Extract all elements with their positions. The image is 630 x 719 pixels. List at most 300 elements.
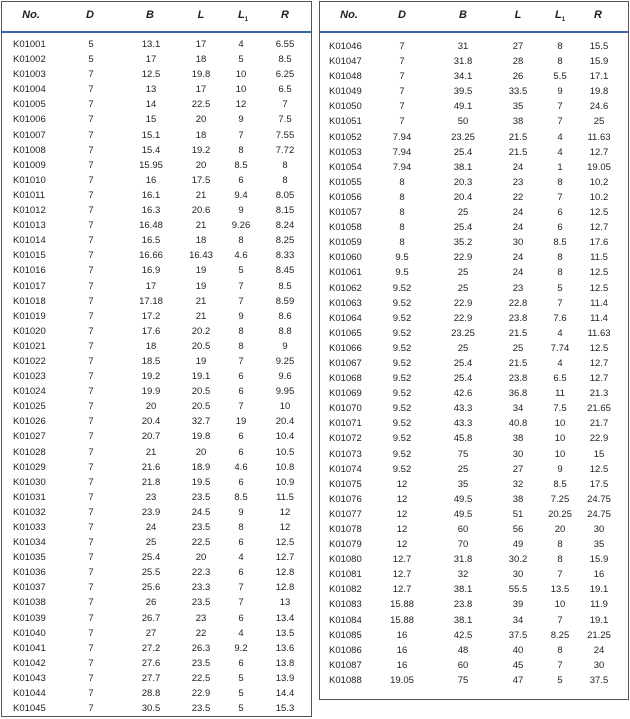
row-l1: 6 — [238, 476, 244, 488]
row-l1: 5 — [238, 54, 244, 66]
row-b: 23.9 — [141, 506, 161, 518]
row-l1: 4 — [238, 627, 244, 639]
row-d: 9.52 — [392, 433, 412, 445]
row-l1: 7 — [238, 129, 244, 141]
row-l1: 6.5 — [553, 373, 567, 385]
row-b: 23.8 — [453, 599, 473, 611]
row-r: 8 — [282, 174, 288, 186]
row-r: 8.59 — [275, 295, 295, 307]
row-l1: 8 — [238, 144, 244, 156]
row-l: 24.5 — [191, 506, 211, 518]
table-row — [320, 523, 628, 538]
row-l1: 4 — [557, 357, 563, 369]
table-row — [320, 266, 628, 281]
row-r: 15.3 — [275, 703, 295, 715]
row-l1: 7 — [557, 191, 563, 203]
row-b: 19.2 — [141, 371, 161, 383]
row-r: 17.1 — [589, 71, 609, 83]
table-row — [2, 280, 311, 295]
row-b: 25.4 — [453, 146, 473, 158]
row-l1: 9 — [238, 114, 244, 126]
row-r: 6.25 — [275, 69, 295, 81]
row-l1: 10 — [554, 418, 566, 430]
row-d: 12 — [396, 539, 408, 551]
row-l1: 8.5 — [553, 237, 567, 249]
row-d: 7 — [88, 295, 94, 307]
row-d: 5 — [88, 54, 94, 66]
row-l: 56 — [512, 524, 524, 535]
row-r: 11.5 — [590, 252, 608, 264]
row-d: 7 — [88, 340, 94, 352]
table-row — [2, 325, 311, 340]
row-l1: 7.6 — [553, 312, 567, 324]
row-d: 12.7 — [392, 569, 412, 581]
row-no: K01004 — [13, 84, 46, 96]
row-b: 13.1 — [141, 39, 161, 50]
row-b: 20.4 — [141, 416, 161, 428]
row-l: 24 — [512, 267, 524, 279]
row-b: 49.5 — [453, 493, 473, 505]
row-no: K01040 — [13, 627, 46, 639]
row-r: 12.5 — [589, 207, 609, 219]
row-l: 21.5 — [508, 131, 528, 143]
row-l1: 8 — [238, 522, 244, 533]
row-r: 12.5 — [589, 342, 609, 354]
table-row — [320, 568, 628, 583]
row-l: 34 — [512, 403, 524, 415]
row-l: 40.8 — [508, 418, 528, 430]
row-d: 12 — [396, 524, 408, 535]
row-d: 7 — [88, 642, 94, 654]
left-table-panel — [1, 1, 312, 717]
row-l: 39 — [512, 599, 524, 611]
row-l1: 4.6 — [234, 461, 248, 473]
table-row — [2, 687, 311, 702]
row-l1: 7 — [238, 355, 244, 367]
table-row — [320, 312, 628, 327]
row-d: 7.94 — [392, 131, 412, 143]
row-r: 10.4 — [275, 431, 295, 443]
row-l: 19 — [195, 265, 207, 277]
row-l1: 7 — [557, 614, 563, 626]
row-d: 7 — [88, 189, 94, 201]
row-d: 7 — [88, 582, 94, 594]
row-r: 19.1 — [589, 614, 609, 626]
row-d: 7 — [399, 116, 405, 128]
row-no: K01059 — [329, 237, 362, 249]
row-l1: 7 — [557, 116, 563, 128]
header-d: D — [86, 9, 94, 21]
header-no: No. — [340, 9, 358, 21]
row-l1: 8 — [238, 235, 244, 247]
table-row — [2, 476, 311, 491]
row-no: K01085 — [329, 629, 362, 641]
row-d: 12.7 — [392, 584, 412, 596]
row-no: K01048 — [329, 71, 362, 83]
row-b: 25 — [457, 342, 469, 354]
row-no: K01006 — [13, 114, 46, 126]
header-d: D — [398, 9, 406, 21]
right-table-panel — [319, 1, 629, 700]
table-row — [320, 493, 628, 508]
row-l1: 4 — [557, 327, 563, 339]
row-l: 22.9 — [191, 688, 211, 700]
table-row — [320, 432, 628, 447]
row-no: K01034 — [13, 537, 46, 549]
row-l: 19 — [195, 280, 207, 292]
row-b: 60 — [457, 659, 469, 671]
row-d: 12 — [396, 508, 408, 520]
row-r: 15.5 — [589, 41, 609, 52]
table-row — [320, 614, 628, 629]
row-b: 60 — [457, 524, 469, 535]
row-b: 17 — [145, 54, 157, 66]
row-b: 22.9 — [453, 252, 473, 264]
row-r: 13.9 — [275, 672, 295, 684]
table-row — [320, 206, 628, 221]
table-row — [320, 463, 628, 478]
row-r: 12.7 — [275, 552, 295, 564]
row-l1: 1 — [557, 161, 563, 173]
row-d: 9.5 — [395, 267, 409, 279]
table-row — [320, 131, 628, 146]
row-r: 11.63 — [587, 131, 611, 143]
row-l1: 13.5 — [550, 584, 570, 596]
row-l: 38 — [512, 116, 524, 128]
row-b: 12.5 — [141, 69, 161, 81]
row-b: 42.5 — [453, 629, 473, 641]
table-row — [2, 551, 311, 566]
row-no: K01082 — [329, 584, 362, 596]
row-l: 23.5 — [191, 522, 211, 533]
header-l1 — [555, 9, 565, 23]
header-l1-sub: 1 — [244, 17, 249, 24]
row-l: 23.5 — [191, 491, 211, 503]
table-row — [320, 221, 628, 236]
row-l1: 10 — [554, 433, 566, 445]
row-b: 17.18 — [139, 295, 163, 307]
row-l: 36.8 — [508, 388, 528, 400]
row-r: 11.4 — [590, 312, 608, 324]
row-l1: 6 — [238, 174, 244, 186]
row-r: 7.72 — [275, 144, 295, 156]
row-no: K01010 — [13, 174, 46, 186]
row-r: 13.6 — [275, 642, 295, 654]
row-l: 21 — [195, 189, 207, 201]
row-d: 7 — [88, 431, 94, 443]
row-r: 24 — [593, 644, 605, 656]
row-l: 23.8 — [508, 373, 528, 385]
row-r: 12.7 — [589, 222, 609, 234]
row-l: 34 — [512, 614, 524, 626]
row-r: 15 — [593, 448, 605, 460]
row-l1: 7 — [557, 297, 563, 309]
row-b: 18 — [145, 340, 157, 352]
row-l1: 20 — [554, 524, 566, 535]
row-l: 22.5 — [191, 537, 211, 549]
row-l1: 8 — [557, 644, 563, 656]
header-b: B — [459, 9, 467, 21]
row-b: 16.5 — [141, 235, 161, 247]
row-r: 37.5 — [589, 674, 609, 686]
table-row — [320, 40, 628, 55]
row-l1: 9 — [238, 310, 244, 322]
row-no: K01002 — [13, 54, 46, 66]
row-no: K01045 — [13, 703, 46, 715]
row-r: 8.15 — [275, 205, 295, 217]
row-b: 25.4 — [141, 552, 161, 564]
row-l1: 10 — [554, 599, 566, 611]
row-no: K01038 — [13, 597, 46, 609]
table-row — [2, 446, 311, 461]
row-l: 23.3 — [191, 582, 211, 594]
row-l1: 8.5 — [553, 478, 567, 490]
row-l: 18 — [195, 129, 207, 141]
row-r: 21.25 — [587, 629, 611, 641]
row-l: 18.9 — [191, 461, 211, 473]
row-l: 24 — [512, 222, 524, 234]
table-row — [2, 370, 311, 385]
row-r: 6.55 — [275, 39, 295, 50]
row-l1: 6 — [557, 222, 563, 234]
row-b: 31.8 — [453, 56, 473, 68]
row-r: 11.63 — [587, 327, 611, 339]
row-no: K01046 — [329, 41, 362, 52]
table-row — [2, 83, 311, 98]
row-no: K01023 — [13, 371, 46, 383]
row-l: 28 — [512, 56, 524, 68]
row-d: 7 — [88, 84, 94, 96]
row-d: 12 — [396, 478, 408, 490]
table-row — [2, 159, 311, 174]
table-row — [320, 342, 628, 357]
table-row — [2, 113, 311, 128]
row-r: 12.8 — [275, 582, 295, 594]
table-row — [2, 219, 311, 234]
row-no: K01086 — [329, 644, 362, 656]
row-l: 20.2 — [191, 325, 211, 337]
row-r: 21.3 — [589, 388, 609, 400]
table-row — [320, 85, 628, 100]
row-r: 13.8 — [275, 657, 295, 669]
row-d: 8 — [399, 191, 405, 203]
row-d: 7 — [88, 205, 94, 217]
row-l: 19.8 — [191, 69, 211, 81]
row-l1: 6 — [557, 207, 563, 219]
row-b: 21.8 — [141, 476, 161, 488]
row-d: 7 — [88, 129, 94, 141]
row-l: 20 — [195, 159, 207, 171]
table-row — [2, 400, 311, 415]
table-row — [2, 596, 311, 611]
row-l: 22 — [512, 191, 524, 203]
row-b: 25.5 — [141, 567, 161, 579]
row-b: 20.4 — [453, 191, 473, 203]
row-b: 15.1 — [141, 129, 161, 141]
row-no: K01069 — [329, 388, 362, 400]
row-l: 23 — [512, 176, 524, 188]
row-l1: 7 — [238, 582, 244, 594]
row-no: K01044 — [13, 688, 46, 700]
row-no: K01039 — [13, 612, 46, 624]
row-d: 7 — [88, 355, 94, 367]
row-no: K01049 — [329, 86, 362, 98]
row-l: 17.5 — [191, 174, 211, 186]
row-b: 25 — [457, 463, 469, 475]
row-d: 7.94 — [392, 161, 412, 173]
row-no: K01078 — [329, 524, 362, 535]
row-l1: 5 — [557, 282, 563, 294]
table-row — [320, 161, 628, 176]
row-d: 9.52 — [392, 448, 412, 460]
row-b: 23.25 — [451, 131, 475, 143]
row-l: 21 — [195, 310, 207, 322]
row-r: 30 — [593, 524, 605, 535]
row-l1: 7 — [557, 101, 563, 113]
row-no: K01018 — [13, 295, 46, 307]
row-r: 12.5 — [589, 463, 609, 475]
row-no: K01052 — [329, 131, 362, 143]
row-l1: 8 — [238, 325, 244, 337]
row-b: 21.6 — [141, 461, 161, 473]
row-l1: 7 — [238, 597, 244, 609]
row-b: 27.7 — [141, 672, 161, 684]
row-r: 12.7 — [589, 146, 609, 158]
row-b: 13 — [145, 84, 157, 96]
row-d: 7 — [88, 220, 94, 232]
row-r: 15.9 — [589, 554, 609, 566]
row-l: 19 — [195, 355, 207, 367]
row-r: 15.9 — [589, 56, 609, 68]
row-r: 8 — [282, 159, 288, 171]
table-row — [2, 310, 311, 325]
row-r: 21.7 — [589, 418, 609, 430]
row-r: 12.5 — [589, 267, 609, 279]
row-d: 7 — [399, 56, 405, 68]
row-d: 7.94 — [392, 146, 412, 158]
row-b: 26.7 — [141, 612, 161, 624]
row-r: 10.9 — [275, 476, 295, 488]
row-no: K01071 — [329, 418, 362, 430]
table-row — [2, 234, 311, 249]
row-b: 24 — [145, 522, 157, 533]
row-no: K01062 — [329, 282, 362, 294]
row-no: K01033 — [13, 522, 46, 533]
row-b: 27 — [145, 627, 157, 639]
row-b: 25.4 — [453, 357, 473, 369]
row-d: 9.5 — [395, 252, 409, 264]
table-row — [320, 100, 628, 115]
row-d: 7 — [88, 506, 94, 518]
row-d: 8 — [399, 222, 405, 234]
row-no: K01041 — [13, 642, 46, 654]
row-l: 21.5 — [508, 327, 528, 339]
table-row — [2, 702, 311, 717]
row-b: 22.9 — [453, 297, 473, 309]
row-d: 9.52 — [392, 418, 412, 430]
row-b: 38.1 — [453, 614, 473, 626]
row-l1: 6 — [238, 612, 244, 624]
table-row — [320, 146, 628, 161]
row-l1: 8 — [557, 554, 563, 566]
row-l: 22.5 — [191, 99, 211, 111]
row-l: 19.8 — [191, 431, 211, 443]
table-row — [320, 191, 628, 206]
header-r: R — [281, 9, 289, 21]
table-row — [320, 372, 628, 387]
row-l1: 9 — [238, 506, 244, 518]
row-b: 15 — [145, 114, 157, 126]
table-row — [2, 295, 311, 310]
row-d: 7 — [88, 703, 94, 715]
row-b: 16.9 — [141, 265, 161, 277]
header-r: R — [594, 9, 602, 21]
row-r: 10.8 — [275, 461, 295, 473]
row-r: 12 — [279, 506, 291, 518]
row-l: 20.5 — [191, 401, 211, 413]
row-l: 21.5 — [508, 357, 528, 369]
row-no: K01076 — [329, 493, 362, 505]
row-r: 8.33 — [275, 250, 295, 262]
table-row — [2, 355, 311, 370]
row-l1: 6 — [238, 431, 244, 443]
row-d: 12 — [396, 493, 408, 505]
row-l: 47 — [512, 674, 524, 686]
table-row — [2, 627, 311, 642]
row-l: 22.8 — [508, 297, 528, 309]
row-l: 24 — [512, 252, 524, 264]
row-l: 38 — [512, 433, 524, 445]
row-l1: 7 — [557, 659, 563, 671]
row-r: 8.5 — [278, 280, 292, 292]
row-no: K01032 — [13, 506, 46, 518]
table-row — [2, 581, 311, 596]
row-d: 7 — [88, 491, 94, 503]
row-d: 7 — [88, 99, 94, 111]
row-l1: 9 — [238, 205, 244, 217]
row-r: 21.65 — [587, 403, 611, 415]
row-b: 22.9 — [453, 312, 473, 324]
table-row — [2, 189, 311, 204]
row-no: K01065 — [329, 327, 362, 339]
row-d: 7 — [88, 265, 94, 277]
row-r: 8.45 — [275, 265, 295, 277]
row-d: 7 — [88, 567, 94, 579]
row-b: 27.6 — [141, 657, 161, 669]
row-l: 17 — [195, 84, 207, 96]
row-d: 7 — [88, 461, 94, 473]
row-b: 18.5 — [141, 355, 161, 367]
header-l1 — [238, 9, 248, 23]
row-l: 33.5 — [508, 86, 528, 98]
row-l: 22 — [195, 627, 207, 639]
row-d: 19.05 — [390, 674, 414, 686]
row-l: 35 — [512, 101, 524, 113]
row-b: 25.4 — [453, 373, 473, 385]
row-l: 21.5 — [508, 146, 528, 158]
row-r: 12.8 — [275, 567, 295, 579]
row-no: K01070 — [329, 403, 362, 415]
row-l: 23.5 — [191, 703, 211, 715]
row-b: 25.6 — [141, 582, 161, 594]
row-b: 25 — [145, 537, 157, 549]
table-row — [320, 55, 628, 70]
row-b: 30.5 — [141, 703, 161, 715]
row-l1: 7 — [238, 401, 244, 413]
row-l: 32 — [512, 478, 524, 490]
row-d: 16 — [396, 659, 408, 671]
row-r: 10.2 — [589, 191, 609, 203]
